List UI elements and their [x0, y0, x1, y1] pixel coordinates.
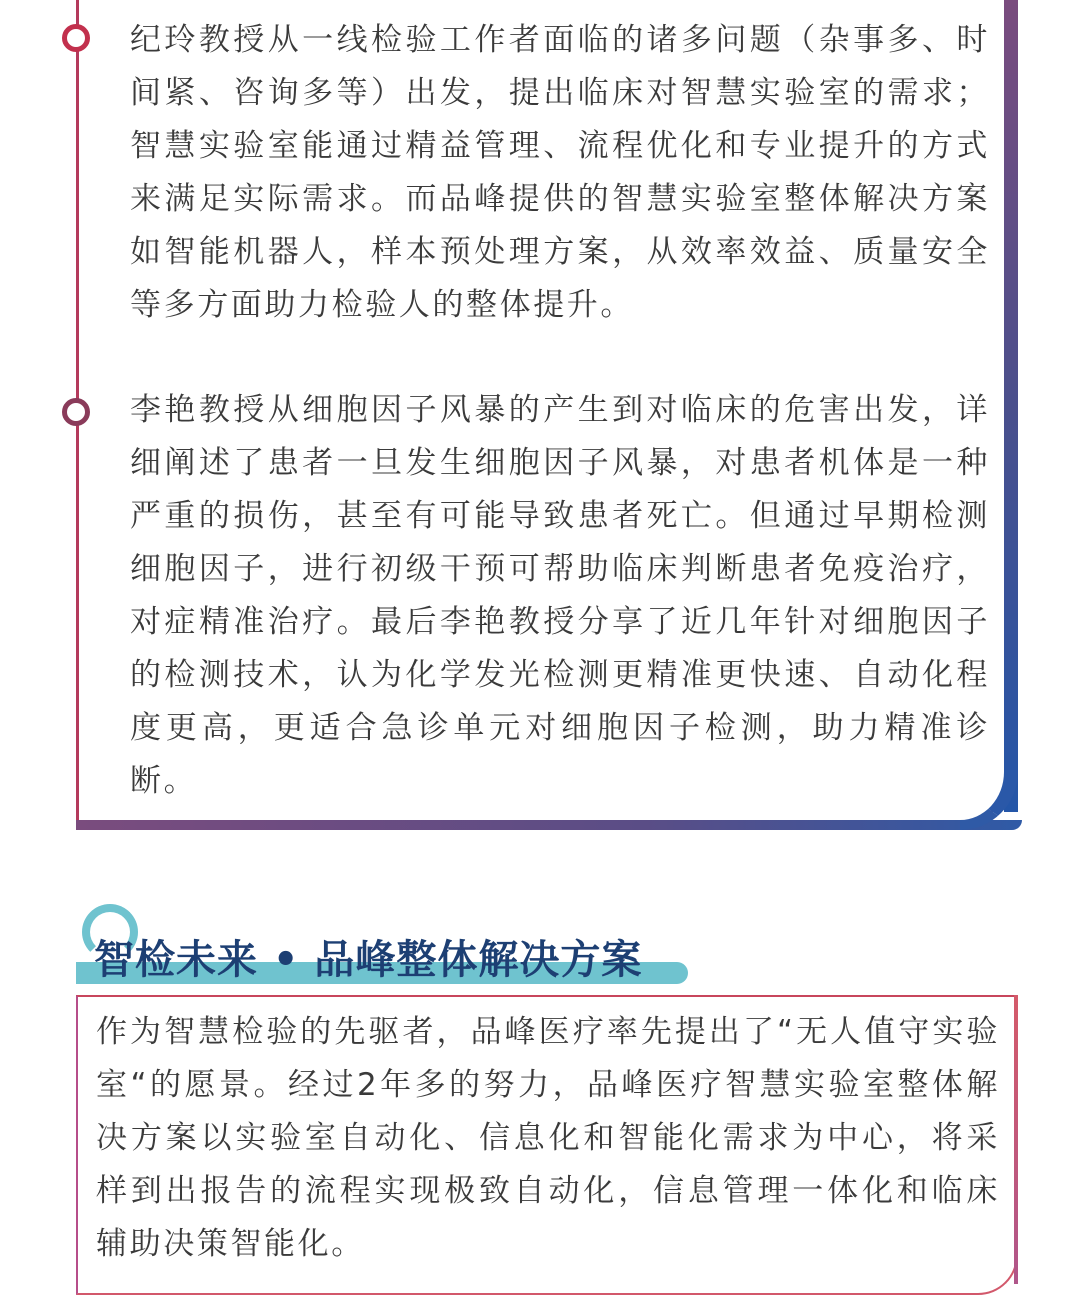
section-header: [76, 900, 696, 990]
bullet-ring-icon: [62, 24, 90, 52]
bullet-ring-icon: [62, 398, 90, 426]
paragraph-li-yan: 李艳教授从细胞因子风暴的产生到对临床的危害出发，详细阐述了患者一旦发生细胞因子风暴，对患者机体是一种严重的损伤，甚至有可能导致患者死亡。但通过早期检测细胞因子，进行初级干预可帮助临床判断患者免疫治疗，对症精准治疗。最后李艳教授分享了近几年针对细胞因子的检测技术，认为化学发光检测更精准更快速、自动化程度更高，更适合急诊单元对细胞因子检测，助力精准诊断。: [130, 392, 990, 799]
card-bottom-shadow: [76, 820, 1022, 830]
paragraph-ji-ling: 纪玲教授从一线检验工作者面临的诸多问题（杂事多、时间紧、咨询多等）出发，提出临床对智慧实验室的需求；智慧实验室能通过精益管理、流程优化和专业提升的方式来满足实际需求。而品峰提供的智慧实验室整体解决方案如智能机器人，样本预处理方案，从效率效益、质量安全等多方面助力检验人的整体提升。: [130, 22, 990, 323]
section-title: 智检未来 • 品峰整体解决方案: [94, 937, 643, 983]
card-side-shadow: [1004, 0, 1018, 812]
paragraph-solution: 作为智慧检验的先驱者，品峰医疗率先提出了“无人值守实验室“的愿景。经过2年多的努力，品峰医疗智慧实验室整体解决方案以实验室自动化、信息化和智能化需求为中心，将采样到出报告的流程实现极致自动化，信息管理一体化和临床辅助决策智能化。: [96, 1014, 1000, 1262]
card-bottom-right-edge: [1014, 995, 1018, 1284]
